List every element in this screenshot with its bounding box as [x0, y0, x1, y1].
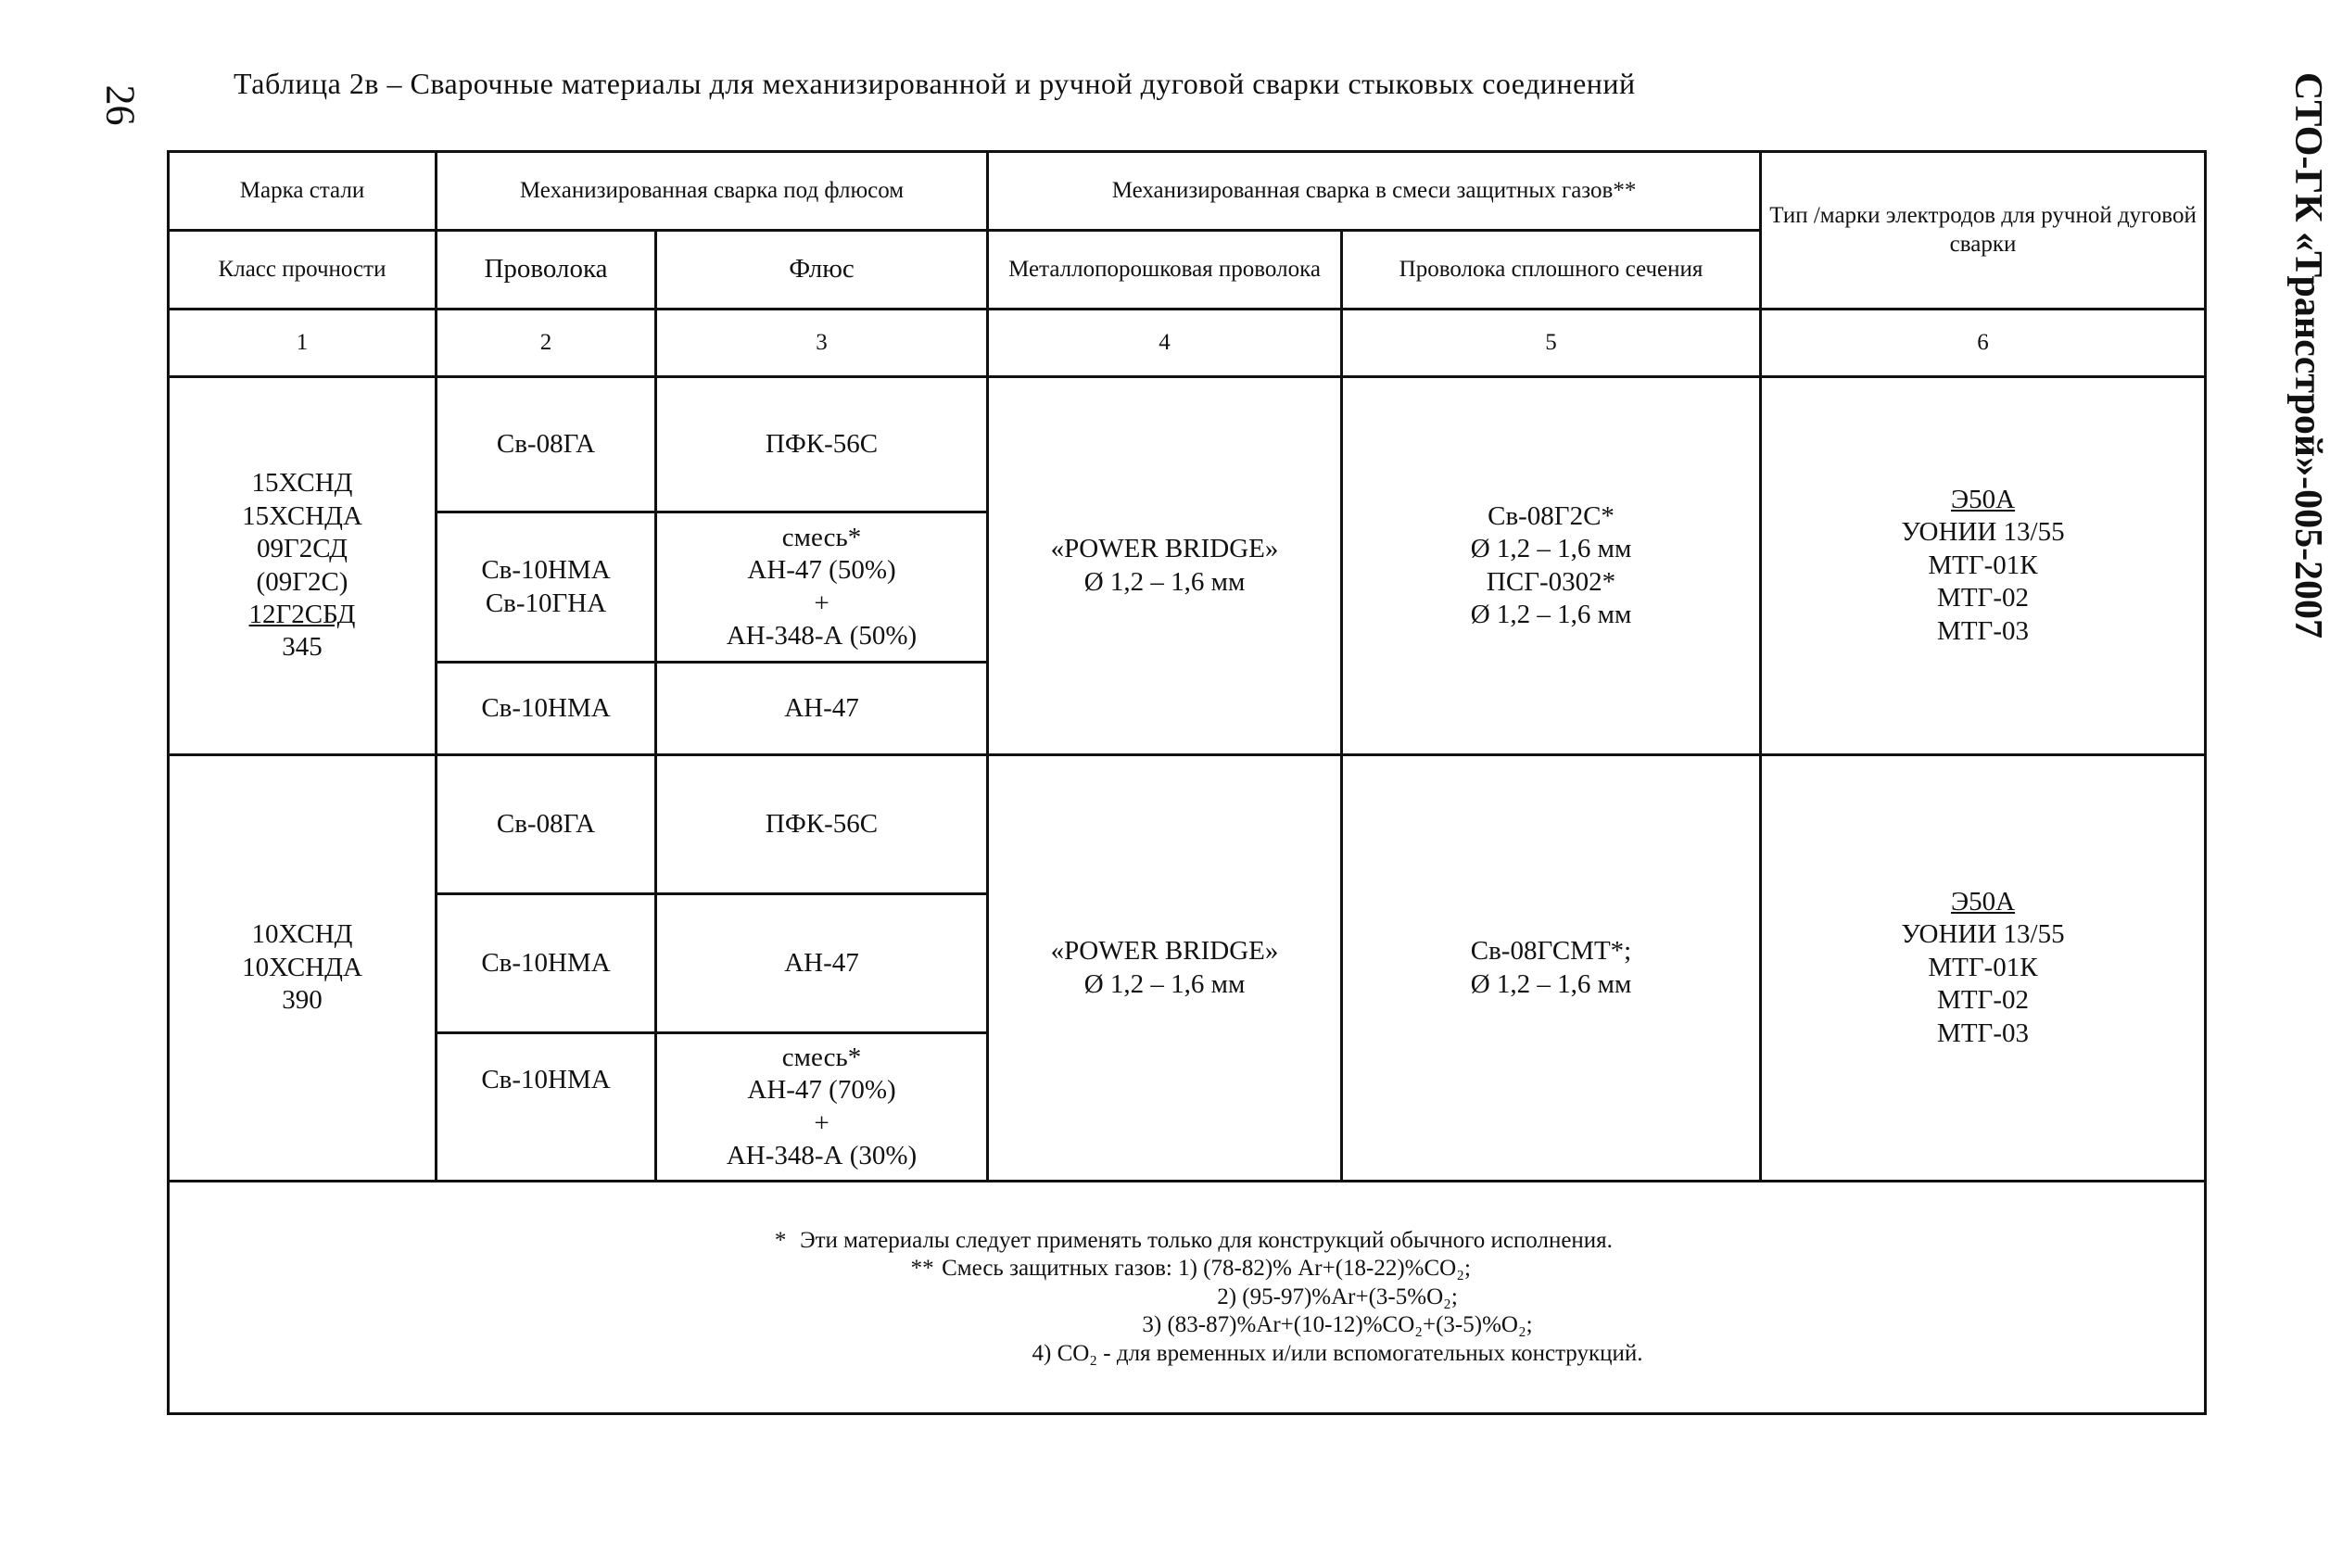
column-number: 6 — [1761, 310, 2206, 377]
footnote-text: Смесь защитных газов: 1) (78-82)% Ar+(18-22)%CO₂; — [942, 1256, 1471, 1282]
footnote-1 — [177, 1227, 2197, 1256]
flux-cored-wire: «POWER BRIDGE» — [1050, 534, 1279, 564]
wire-diameter: Ø 1,2 – 1,6 мм — [1470, 534, 1632, 564]
electrode-brand: МТГ-01К — [1928, 952, 2038, 982]
wire-diameter: Ø 1,2 – 1,6 мм — [1470, 599, 1632, 629]
wire-diameter: Ø 1,2 – 1,6 мм — [1083, 566, 1246, 597]
steel-grade: 12Г2СБД — [248, 599, 356, 629]
flux-grade: АН-348-А (50%) — [726, 620, 918, 651]
column-number: 2 — [437, 310, 656, 377]
document-code: СТО-ГК «Трансстрой»-005-2007 — [2286, 72, 2329, 639]
wire-cell — [437, 663, 656, 755]
wire-grade: Св-10ГНА — [485, 588, 607, 618]
flux-grade: АН-47 — [784, 947, 859, 978]
footnote-text: Эти материалы следует применять только для конструкций обычного исполнения. — [800, 1227, 1613, 1253]
footnotes — [169, 1182, 2206, 1414]
column-number: 4 — [988, 310, 1342, 377]
electrode-brand: МТГ-02 — [1937, 985, 2029, 1016]
wire-cell — [437, 1033, 656, 1182]
electrode-type: Э50А — [1950, 887, 2016, 917]
solid-wire: ПСГ-0302* — [1486, 566, 1616, 597]
page-number: 26 — [97, 84, 144, 126]
steel-grade: 10ХСНД — [251, 919, 353, 950]
electrode-brand: МТГ-01К — [1928, 550, 2038, 580]
steel-grade: 15ХСНД — [251, 468, 353, 499]
flux-cored-wire: «POWER BRIDGE» — [1050, 936, 1279, 967]
steel-grade: 15ХСНДА — [242, 500, 362, 531]
wire-grade: Св-10НМА — [481, 1065, 611, 1094]
flux-cell — [656, 755, 988, 894]
steel-grade: 10ХСНДА — [242, 952, 362, 982]
flux-cell — [656, 894, 988, 1033]
electrode-brand: МТГ-03 — [1937, 615, 2029, 646]
flux-cored-cell — [988, 755, 1342, 1182]
flux-grade: ПФК-56С — [765, 428, 879, 459]
flux-grade: АН-47 (70%) — [747, 1075, 896, 1106]
wire-cell — [437, 755, 656, 894]
flux-cell — [656, 377, 988, 512]
wire-grade: Св-08ГА — [496, 428, 596, 459]
column-number: 1 — [169, 310, 437, 377]
header-gas-welding: Механизированная сварка в смеси защитных газов** — [988, 152, 1761, 231]
header-electrodes: Тип /марки электродов для ручной дуговой сварки — [1761, 152, 2206, 310]
footnote-2 — [177, 1255, 2197, 1283]
electrode-brand: УОНИИ 13/55 — [1901, 517, 2065, 548]
flux-cell — [656, 1033, 988, 1182]
electrodes-cell — [1761, 377, 2206, 755]
wire-grade: Св-08ГА — [496, 808, 596, 839]
steel-grades-345 — [169, 377, 437, 755]
flux-grade: смесь* — [781, 522, 862, 552]
table-caption: Таблица 2в – Сварочные материалы для механизированной и ручной дуговой сварки стыковых соединений — [234, 67, 1636, 100]
wire-cell — [437, 377, 656, 512]
flux-grade: АН-47 (50%) — [747, 555, 896, 586]
column-number: 3 — [656, 310, 988, 377]
wire-diameter: Ø 1,2 – 1,6 мм — [1470, 968, 1632, 999]
electrodes-cell — [1761, 755, 2206, 1182]
column-number: 5 — [1342, 310, 1761, 377]
flux-grade: АН-47 — [784, 692, 859, 723]
header-flux: Флюс — [656, 231, 988, 310]
flux-grade: + — [814, 1107, 829, 1138]
solid-wire: Св-08ГСМТ*; — [1470, 936, 1632, 967]
header-wire: Проволока — [437, 231, 656, 310]
solid-wire-cell — [1342, 377, 1761, 755]
electrode-type: Э50А — [1950, 485, 2016, 515]
flux-grade: + — [814, 588, 829, 618]
flux-grade: смесь* — [781, 1042, 862, 1072]
header-flux-welding: Механизированная сварка под флюсом — [437, 152, 988, 231]
flux-grade: АН-348-А (30%) — [726, 1140, 918, 1170]
electrode-brand: МТГ-03 — [1937, 1018, 2029, 1048]
steel-grades-390 — [169, 755, 437, 1182]
wire-diameter: Ø 1,2 – 1,6 мм — [1083, 968, 1246, 999]
gas-mixture-line: 3) (83-87)%Ar+(10-12)%CO₂+(3-5)%O₂; — [1142, 1312, 1533, 1338]
footnote-row — [169, 1182, 2206, 1414]
gas-mixture-line: 4) CO₂ - для временных и/или вспомогательных конструкций. — [1032, 1340, 1643, 1366]
gas-mixture-line: 2) (95-97)%Ar+(3-5%O₂; — [1217, 1283, 1458, 1309]
header-flux-cored-wire: Металлопорошковая проволока — [988, 231, 1342, 310]
wire-grade: Св-10НМА — [481, 692, 611, 723]
steel-grade: 09Г2СД — [257, 534, 348, 564]
footnote-mark: * — [774, 1227, 787, 1253]
header-row-1 — [169, 152, 2206, 231]
flux-cell — [656, 512, 988, 663]
electrode-brand: УОНИИ 13/55 — [1901, 919, 2065, 950]
table-row — [169, 755, 2206, 894]
footnote-mark: ** — [910, 1256, 934, 1282]
electrode-brand: МТГ-02 — [1937, 583, 2029, 613]
solid-wire-cell — [1342, 755, 1761, 1182]
header-solid-wire: Проволока сплошного сечения — [1342, 231, 1761, 310]
welding-materials-table — [167, 150, 2207, 1415]
steel-grade: (09Г2С) — [256, 566, 348, 597]
header-strength-class: Класс прочности — [169, 231, 437, 310]
wire-cell — [437, 512, 656, 663]
flux-grade: ПФК-56С — [765, 808, 879, 839]
flux-cored-cell — [988, 377, 1342, 755]
column-number-row — [169, 310, 2206, 377]
strength-class: 345 — [282, 632, 323, 663]
flux-cell — [656, 663, 988, 755]
wire-grade: Св-10НМА — [481, 947, 611, 978]
wire-cell — [437, 894, 656, 1033]
wire-grade: Св-10НМА — [481, 555, 611, 586]
table-row — [169, 377, 2206, 512]
strength-class: 390 — [282, 985, 323, 1016]
header-steel-grade: Марка стали — [169, 152, 437, 231]
solid-wire: Св-08Г2С* — [1488, 500, 1615, 531]
